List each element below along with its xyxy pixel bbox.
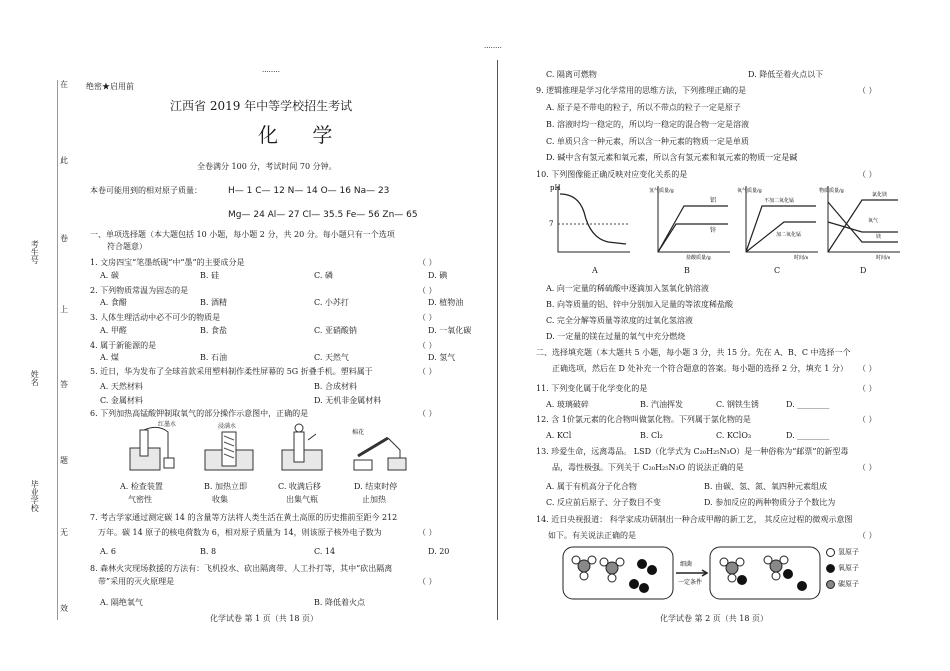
q6-option-line1: C. 收满后移 bbox=[278, 482, 321, 491]
q6-option-line1: D. 结束时停 bbox=[354, 482, 398, 491]
atomic-line-1: H— 1 C— 12 N— 14 O— 16 Na— 23 bbox=[228, 186, 390, 196]
q1-option: D. 碘 bbox=[428, 271, 448, 280]
graph-d-series-o2: 氧气 bbox=[868, 218, 879, 224]
q2-option: A. 食醋 bbox=[100, 298, 127, 307]
graph-d-y-label: 物质质量/g bbox=[819, 188, 844, 194]
legend-hydrogen-label: 氢原子 bbox=[838, 548, 859, 556]
page-header-dots-right: ........ bbox=[484, 42, 502, 50]
binding-label: 毕业学校 bbox=[30, 480, 40, 512]
section2-paren[interactable]: （ ） bbox=[858, 364, 877, 373]
legend-oxygen-label: 氧原子 bbox=[838, 564, 859, 572]
section1-heading-cont: 符合题意） bbox=[107, 242, 147, 251]
binding-char: 此 bbox=[60, 156, 68, 165]
q6-option-line1: B. 加热立即 bbox=[204, 482, 247, 491]
q12-option: C. KClO₃ bbox=[716, 431, 752, 440]
binding-line bbox=[57, 80, 58, 620]
q10-option: A. 向一定量的稀硫酸中逐滴加入氢氧化钠溶液 bbox=[546, 284, 709, 293]
graph-c-series-no-mno2: 不加二氧化锰 bbox=[764, 198, 795, 204]
q12-answer-paren[interactable]: （ ） bbox=[858, 415, 877, 424]
q8-option: B. 降低着火点 bbox=[314, 598, 365, 607]
section2-heading: 二、选择填充题（本大题共 5 小题，每小题 3 分，共 15 分。先在 A、B、C 中选择一个 bbox=[536, 348, 851, 357]
q1-option: C. 磷 bbox=[314, 271, 333, 280]
section1-heading: 一、单项选择题（本大题包括 10 小题，每小题 2 分，共 20 分。每小题只有一个选项 bbox=[90, 230, 395, 239]
graph-letter: B bbox=[684, 266, 690, 275]
q8-option: A. 隔绝氧气 bbox=[100, 598, 143, 607]
q2-option: D. 植物油 bbox=[428, 298, 464, 307]
binding-char: 无 bbox=[60, 528, 68, 537]
q14-answer-paren[interactable]: （ ） bbox=[858, 531, 877, 540]
section2-heading-cont: 正确选项，然后在 D 处补充一个符合题意的答案。每小题的选择 2 分，填充 1 分） bbox=[552, 364, 848, 373]
q6-stem: 6. 下列加热高锰酸钾制取氧气的部分操作示意图中，正确的是 bbox=[90, 409, 309, 418]
q13-stem-cont: 品，毒性极强。下列关于 C₂₀H₂₅N₃O 的说法正确的是 bbox=[552, 463, 744, 472]
q12-option: D. ________ bbox=[786, 431, 830, 440]
q3-option: A. 甲醛 bbox=[100, 326, 127, 335]
atomic-line-2: Mg— 24 Al— 27 Cl— 35.5 Fe— 56 Zn— 65 bbox=[228, 210, 418, 220]
q13-option: A. 属于有机高分子化合物 bbox=[546, 482, 637, 491]
q2-answer-paren[interactable]: （ ） bbox=[418, 286, 437, 295]
q11-stem: 11. 下列变化属于化学变化的是 bbox=[536, 384, 648, 393]
graph-c-y-label: 氧气质量/g bbox=[737, 188, 762, 194]
q11-option: B. 汽油挥发 bbox=[640, 400, 683, 409]
q7-option: D. 20 bbox=[428, 547, 450, 556]
q1-stem: 1. 文房四宝“笔墨纸砚”中“墨”的主要成分是 bbox=[90, 258, 245, 267]
q4-stem: 4. 属于新能源的是 bbox=[90, 341, 157, 350]
binding-char: 效 bbox=[60, 604, 68, 613]
oxygen-atom-icon bbox=[826, 564, 835, 573]
q3-option: D. 一氧化碳 bbox=[428, 326, 472, 335]
q12-option: B. Cl₂ bbox=[640, 431, 663, 440]
q10-option: C. 完全分解等质量等浓度的过氧化氢溶液 bbox=[546, 316, 693, 325]
q14-reaction-diagram bbox=[562, 544, 822, 602]
q8-stem-cont: 带”采用的灭火原理是 bbox=[98, 577, 175, 586]
q10-answer-paren[interactable]: （ ） bbox=[858, 170, 877, 179]
q3-answer-paren[interactable]: （ ） bbox=[418, 313, 437, 322]
page-header-dots-left: ........ bbox=[262, 66, 280, 74]
graph-d-series-mg: 镁 bbox=[876, 234, 882, 240]
binding-char: 在 bbox=[60, 80, 68, 89]
footer-right: 化学试卷 第 2 页（共 18 页） bbox=[660, 614, 768, 623]
q1-answer-paren[interactable]: （ ） bbox=[418, 258, 437, 267]
q14-legend bbox=[826, 544, 859, 592]
q7-answer-paren[interactable]: （ ） bbox=[418, 528, 437, 537]
graph-c-series-mno2: 加二氧化锰 bbox=[776, 232, 802, 238]
q9-option: A. 原子是不带电的粒子，所以不带点的粒子一定是原子 bbox=[546, 103, 741, 112]
q5-answer-paren[interactable]: （ ） bbox=[418, 367, 437, 376]
q6-figure-c bbox=[272, 420, 332, 475]
q10-option: B. 向等质量的铝、锌中分别加入足量的等浓度稀盐酸 bbox=[546, 300, 733, 309]
q9-option: C. 单质只含一种元素，所以含一种元素的物质一定是单质 bbox=[546, 137, 749, 146]
q9-stem: 9. 逻辑推理是学习化学常用的思维方法，下列推理正确的是 bbox=[536, 86, 747, 95]
legend-hydrogen bbox=[826, 544, 859, 560]
exam-info: 全卷满分 100 分，考试时间 70 分钟。 bbox=[197, 162, 337, 171]
binding-char: 答 bbox=[60, 380, 68, 389]
graph-d-x-label: 时间/s bbox=[876, 255, 891, 260]
q10-graph-d bbox=[818, 182, 902, 260]
q14-stem-cont: 如下。有关说法正确的是 bbox=[548, 531, 636, 540]
q8-stem: 8. 森林火灾现场救援的方法有：飞机投水、砍出隔离带、人工扑打等，其中“砍出隔离 bbox=[90, 564, 393, 573]
graph-b-y-label: 氢气质量/g bbox=[649, 188, 674, 194]
subject-title: 化 学 bbox=[258, 123, 347, 147]
q13-answer-paren[interactable]: （ ） bbox=[858, 463, 877, 472]
legend-carbon-label: 碳原子 bbox=[838, 580, 859, 588]
binding-char: 上 bbox=[60, 305, 68, 314]
q2-option: C. 小苏打 bbox=[314, 298, 349, 307]
q4-answer-paren[interactable]: （ ） bbox=[418, 341, 437, 350]
graph-b-series-zn: 锌 bbox=[710, 227, 717, 234]
secret-mark: 绝密★启用前 bbox=[86, 82, 134, 91]
q9-option: D. 碱中含有氢元素和氧元素，所以含有氢元素和氧元素的物质一定是碱 bbox=[546, 153, 798, 162]
q11-option: A. 玻璃破碎 bbox=[546, 400, 589, 409]
q7-option: B. 8 bbox=[200, 547, 217, 556]
binding-char: 卷 bbox=[60, 234, 68, 243]
q6-label-red-ink: 红墨水 bbox=[158, 421, 177, 428]
q9-option: B. 溶液时均一稳定的，所以均一稳定的混合物一定是溶液 bbox=[546, 120, 749, 129]
q7-option: C. 14 bbox=[314, 547, 336, 556]
graph-d-series-mgcl: 氯化镁 bbox=[872, 192, 888, 198]
q3-option: B. 食盐 bbox=[200, 326, 227, 335]
graph-b-series-al: 铝 bbox=[710, 197, 717, 204]
binding-label: 姓名 bbox=[30, 370, 40, 386]
q4-option: D. 氢气 bbox=[428, 353, 456, 362]
product-molecules bbox=[720, 556, 807, 591]
q6-option-line2: 气密性 bbox=[128, 495, 152, 504]
q14-arrow-bottom: 一定条件 bbox=[678, 579, 703, 586]
binding-char: 题 bbox=[60, 456, 68, 465]
page-divider bbox=[497, 60, 498, 620]
q14-arrow-top: 细菌 bbox=[680, 561, 693, 568]
q9-answer-paren[interactable]: （ ） bbox=[858, 86, 877, 95]
q1-option: A. 碳 bbox=[100, 271, 119, 280]
q13-option: B. 由碳、氢、氮、氧四种元素组成 bbox=[704, 482, 827, 491]
q8-option: C. 隔离可燃物 bbox=[546, 70, 597, 79]
graph-letter: D bbox=[860, 266, 867, 275]
q5-option: C. 金属材料 bbox=[100, 396, 143, 405]
q3-option: C. 亚硝酸钠 bbox=[314, 326, 357, 335]
hydrogen-atom-icon bbox=[826, 548, 835, 557]
reactant-molecules bbox=[572, 556, 657, 593]
q6-option-line2: 出集气瓶 bbox=[286, 495, 318, 504]
q6-figure-a bbox=[118, 420, 186, 475]
q13-stem: 13. 珍爱生命，远离毒品。 LSD（化学式为 C₂₀H₂₅N₃O）是一种俗称为“邮票”的新型毒 bbox=[536, 447, 849, 456]
q10-graph-b bbox=[648, 182, 732, 260]
binding-label: 考生号 bbox=[30, 240, 40, 264]
legend-carbon bbox=[826, 576, 859, 592]
q7-stem-cont: 万年。碳 14 原子的核电荷数为 6，相对原子质量为 14，则该原子核外电子数为 bbox=[98, 528, 382, 537]
graph-c-x-label: 时间/s bbox=[794, 255, 809, 260]
q5-option: B. 合成材料 bbox=[314, 382, 357, 391]
q6-option-line2: 收集 bbox=[212, 495, 228, 504]
legend-oxygen bbox=[826, 560, 859, 576]
q10-graph-c bbox=[736, 182, 820, 260]
q8-option: D. 降低至着火点以下 bbox=[748, 70, 824, 79]
graph-a-y-label: pH bbox=[550, 184, 561, 192]
q6-figure-b bbox=[200, 420, 260, 475]
q12-stem: 12. 含 1价氯元素的化合物叫做氯化物。下列属于氯化物的是 bbox=[536, 415, 751, 424]
carbon-atom-icon bbox=[826, 580, 835, 589]
footer-left: 化学试卷 第 1 页（共 18 页） bbox=[210, 614, 318, 623]
graph-a-seven-label: 7 bbox=[549, 220, 554, 228]
q7-option: A. 6 bbox=[100, 547, 116, 556]
q11-option: C. 钢铁生锈 bbox=[716, 400, 759, 409]
q14-stem: 14. 近日央视报道： 科学家成功研制出一种合成甲醇的新工艺， 其反应过程的微观示意图 bbox=[536, 515, 853, 524]
q6-option-line2: 止加热 bbox=[362, 495, 386, 504]
q4-option: A. 煤 bbox=[100, 353, 119, 362]
q13-option: D. 参加反应的两种物质分子个数比为 bbox=[704, 498, 836, 507]
q8-answer-paren[interactable]: （ ） bbox=[418, 577, 437, 586]
q6-figure-d bbox=[348, 420, 410, 475]
q2-option: B. 酒精 bbox=[200, 298, 227, 307]
q6-answer-paren[interactable]: （ ） bbox=[418, 409, 437, 418]
q1-option: B. 硅 bbox=[200, 271, 219, 280]
atomic-intro: 本卷可能用到的相对原子质量： bbox=[90, 186, 202, 195]
q6-label-full-water: 浸满水 bbox=[218, 423, 237, 430]
q7-stem: 7. 考古学家通过测定碳 14 的含量等方法将人类生活在黄土高原的历史推前至距今 212 bbox=[90, 513, 398, 522]
graph-letter: A bbox=[592, 266, 598, 275]
q4-option: B. 石油 bbox=[200, 353, 227, 362]
q6-label-cotton: 棉花 bbox=[352, 429, 365, 436]
q12-option: A. KCl bbox=[546, 431, 572, 440]
q3-stem: 3. 人体生理活动中必不可少的物质是 bbox=[90, 313, 221, 322]
q11-answer-paren[interactable]: （ ） bbox=[858, 384, 877, 393]
q13-option: C. 反应前后原子、分子数目不变 bbox=[546, 498, 661, 507]
graph-b-x-label: 盐酸质量/g bbox=[686, 255, 711, 260]
q5-stem: 5. 近日，华为发布了全球首款采用塑料制作柔性屏幕的 5G 折叠手机。塑料属于 bbox=[90, 367, 373, 376]
q10-stem: 10. 下列图像能正确反映对应变化关系的是 bbox=[536, 170, 688, 179]
q5-option: A. 天然材料 bbox=[100, 382, 143, 391]
graph-letter: C bbox=[774, 266, 781, 275]
q6-option-line1: A. 检查装置 bbox=[120, 482, 163, 491]
q10-option: D. 一定量的镁在过量的氧气中充分燃烧 bbox=[546, 332, 686, 341]
exam-title: 江西省 2019 年中等学校招生考试 bbox=[170, 99, 353, 113]
q2-stem: 2. 下列物质常温为固态的是 bbox=[90, 286, 189, 295]
q5-option: D. 无机非金属材料 bbox=[314, 396, 382, 405]
q11-option: D. ________ bbox=[786, 400, 830, 409]
q4-option: C. 天然气 bbox=[314, 353, 349, 362]
q10-graph-a bbox=[548, 182, 632, 260]
